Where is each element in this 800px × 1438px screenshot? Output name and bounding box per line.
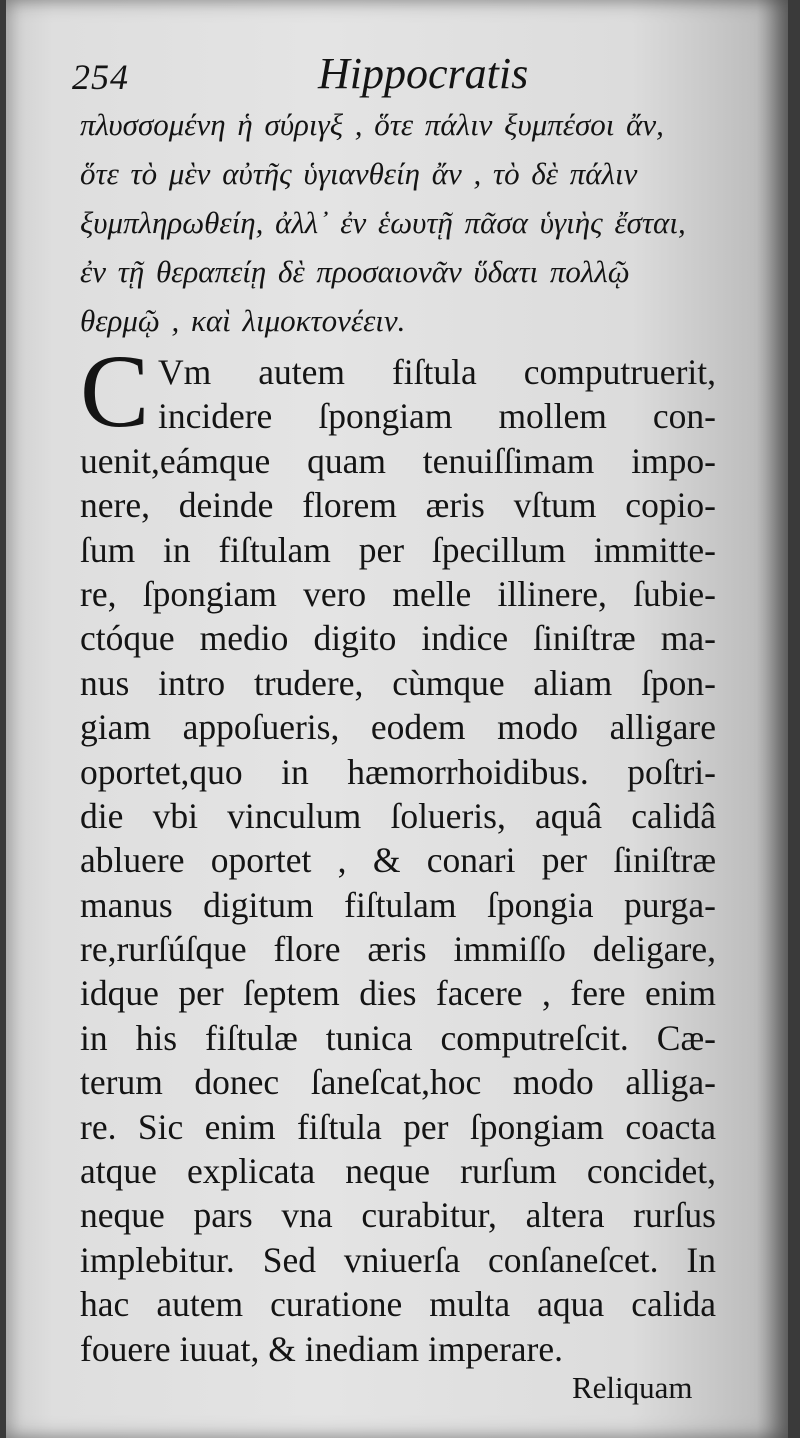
latin-line: neque pars vna curabitur, altera rurſus	[80, 1195, 716, 1236]
greek-line: ἐν τῇ θεραπείῃ δὲ προσαιονᾶν ὕδατι πολλῷ	[80, 254, 630, 289]
latin-line: terum donec ſaneſcat,hoc modo alliga-	[80, 1062, 716, 1103]
running-head	[72, 48, 722, 98]
latin-line: implebitur. Sed vniuerſa conſaneſcet. In	[80, 1239, 716, 1280]
latin-line: hac autem curatione multa aqua calida	[80, 1284, 716, 1325]
greek-line: πλυσσομένη ἡ σύριγξ , ὅτε πάλιν ξυμπέσοι ἄν,	[80, 107, 664, 142]
greek-line: ξυμπληρωθείη, ἀλλ᾽ ἐν ἑωυτῇ πᾶσα ὑγιὴς ἔσται,	[80, 205, 686, 240]
latin-line: die vbi vinculum ſolueris, aquâ calidâ	[80, 795, 716, 836]
latin-line: re, ſpongiam vero melle illinere, ſubie-	[80, 573, 716, 614]
latin-line: fouere iuuat, & inediam imperare.	[80, 1328, 563, 1369]
latin-line: nus intro trudere, cùmque aliam ſpon-	[80, 662, 716, 703]
latin-line: idque per ſeptem dies facere , fere enim	[80, 973, 716, 1014]
greek-line: θερμῷ , καὶ λιμοκτονέειν.	[80, 303, 406, 338]
drop-cap: C	[80, 334, 150, 449]
page-number: 254	[72, 57, 129, 97]
latin-line: atque explicata neque rurſum concidet,	[80, 1151, 716, 1192]
latin-line: re. Sic enim fiſtula per ſpongiam coacta	[80, 1106, 716, 1147]
latin-line: re,rurſúſque flore æris immiſſo deligare,	[80, 929, 716, 970]
book-page	[6, 0, 788, 1438]
greek-line: ὅτε τὸ μὲν αὐτῆς ὑγιανθείη ἄν , τὸ δὲ πάλιν	[80, 156, 638, 191]
latin-line: ſum in fiſtulam per ſpecillum immitte-	[80, 529, 716, 570]
latin-line: giam appoſueris, eodem modo alligare	[80, 707, 716, 748]
page-title: Hippocratis	[318, 49, 529, 98]
latin-line: ctóque medio digito indice ſiniſtræ ma-	[80, 618, 716, 659]
greek-text-block	[80, 100, 720, 345]
latin-line: nere, deinde florem æris vſtum copio-	[80, 485, 716, 526]
catchword: Reliquam	[572, 1370, 693, 1405]
latin-line: oportet,quo in hæmorrhoidibus. poſtri-	[80, 751, 716, 792]
latin-line: incidere ſpongiam mollem con-	[158, 396, 716, 437]
latin-line: Vm autem fiſtula computruerit,	[158, 352, 716, 392]
latin-line: uenit,eámque quam tenuiſſimam impo-	[80, 440, 716, 481]
latin-line: abluere oportet , & conari per ſiniſtræ	[80, 840, 716, 881]
latin-line: manus digitum fiſtulam ſpongia purga-	[80, 884, 716, 925]
latin-text-block	[80, 334, 716, 1371]
latin-line: in his fiſtulæ tunica computreſcit. Cæ-	[80, 1017, 716, 1058]
